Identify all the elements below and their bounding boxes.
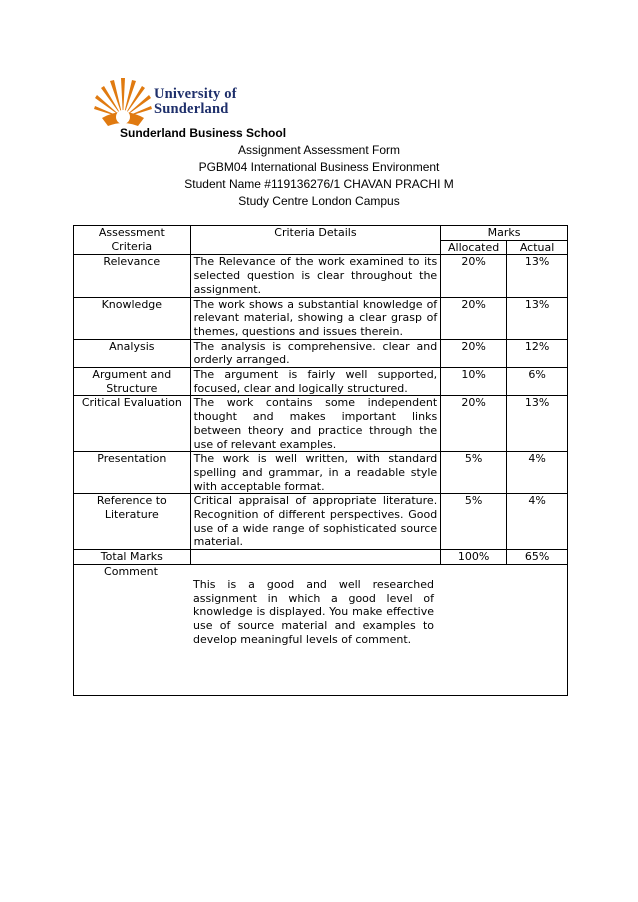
comment-row [74,564,568,695]
total-details-empty [190,550,441,565]
allocated-cell: 20% [441,255,507,297]
criteria-cell: Presentation [74,452,191,494]
allocated-cell: 20% [441,297,507,339]
actual-cell: 12% [507,339,568,367]
comment-text: This is a good and well researched assignment in which a good level of knowledge is displayed. You make effective use of source material and examples to develop meaningful levels of comment. [193,577,434,646]
assessment-table [73,225,568,696]
actual-header: Actual [507,240,568,255]
table-row [74,494,568,550]
table-row [74,452,568,494]
details-cell: The work shows a substantial knowledge of relevant material, showing a clear grasp of themes, questions and issues therein. [190,297,441,339]
details-cell: The work is well written, with standard spelling and grammar, in a readable style with acceptable format. [190,452,441,494]
criteria-header [74,226,191,255]
criteria-cell: Analysis [74,339,191,367]
comment-cell [74,564,568,695]
details-cell: The Relevance of the work examined to its selected question is clear throughout the assignment. [190,255,441,297]
details-cell: The argument is fairly well supported, focused, clear and logically structured. [190,368,441,396]
campus-name: Study Centre London Campus [238,194,400,208]
criteria-cell: Relevance [74,255,191,297]
actual-cell: 13% [507,255,568,297]
table-row [74,255,568,297]
details-header: Criteria Details [190,226,441,255]
details-cell: The analysis is comprehensive. clear and orderly arranged. [190,339,441,367]
criteria-cell: Argument and Structure [74,368,191,396]
comment-label: Comment [104,564,158,578]
actual-cell: 4% [507,494,568,550]
details-cell: The work contains some independent thought and makes important links between theory and practice through the use of relevant examples. [190,396,441,452]
allocated-cell: 10% [441,368,507,396]
total-label: Total Marks [74,550,191,565]
table-row [74,368,568,396]
total-allocated: 100% [441,550,507,565]
logo-line-1: University of [154,86,237,102]
table-row [74,396,568,452]
marks-header: Marks [441,226,568,241]
sunburst-emblem-icon [94,76,152,128]
table-header-row [74,226,568,241]
criteria-cell: Critical Evaluation [74,396,191,452]
total-row [74,550,568,565]
form-title: Assignment Assessment Form [237,143,401,157]
criteria-header-line-1: Assessment [98,226,165,239]
allocated-cell: 20% [441,339,507,367]
allocated-cell: 5% [441,494,507,550]
actual-cell: 13% [507,396,568,452]
details-cell: Critical appraisal of appropriate literature. Recognition of different perspectives. Good use of a wide range of sophisticated source material. [190,494,441,550]
criteria-cell: Reference to Literature [74,494,191,550]
module-title: PGBM04 International Business Environment [198,160,440,174]
allocated-cell: 5% [441,452,507,494]
logo-wordmark [154,87,237,117]
logo-line-2: Sunderland [154,101,229,117]
actual-cell: 4% [507,452,568,494]
university-logo [94,74,264,130]
school-name: Sunderland Business School [120,126,287,140]
table-row [74,339,568,367]
criteria-header-line-2: Criteria [111,239,153,253]
actual-cell: 13% [507,297,568,339]
allocated-cell: 20% [441,396,507,452]
total-actual: 65% [507,550,568,565]
student-name: Student Name #119136276/1 CHAVAN PRACHI M [184,177,454,191]
allocated-header: Allocated [441,240,507,255]
table-row [74,297,568,339]
criteria-cell: Knowledge [74,297,191,339]
actual-cell: 6% [507,368,568,396]
